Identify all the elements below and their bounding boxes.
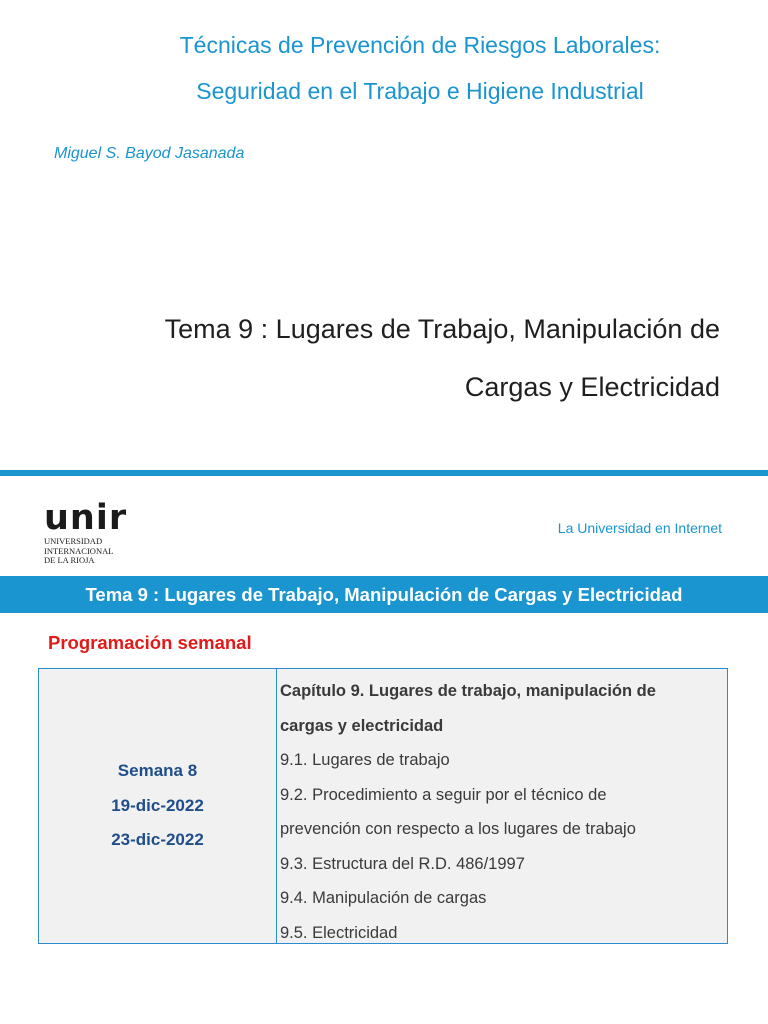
course-title-line1: Técnicas de Prevención de Riesgos Laborales: (179, 32, 661, 58)
list-item: 9.2. Procedimiento a seguir por el técnico de (280, 785, 607, 804)
logo-sub-line: INTERNACIONAL (44, 545, 114, 556)
start-date: 19-dic-2022 (111, 795, 204, 815)
section-title: Programación semanal (48, 632, 252, 653)
tema-title-line2: Cargas y Electricidad (464, 372, 720, 402)
list-item: 9.5. Electricidad (280, 923, 398, 942)
week-label: Semana 8 (117, 761, 198, 781)
tema-title-line1: Tema 9 : Lugares de Trabajo, Manipulación de (164, 314, 720, 344)
logo-sub-line: DE LA RIOJA (44, 555, 95, 565)
chapter-title-line1: Capítulo 9. Lugares de trabajo, manipulación de (280, 682, 656, 700)
list-item: prevención con respecto a los lugares de trabajo (280, 820, 636, 838)
cover-slide (0, 0, 768, 470)
logo-subtitle (44, 537, 127, 566)
topic-banner (0, 576, 768, 613)
logo-sub-line: UNIVERSIDAD (44, 536, 103, 546)
list-item: 9.3. Estructura del R.D. 486/1997 (280, 854, 525, 873)
author-name: Miguel S. Bayod Jasanada (54, 145, 245, 162)
schedule-content-cell (277, 669, 727, 943)
schedule-table (38, 668, 728, 944)
course-title-line2: Seguridad en el Trabajo e Higiene Industrial (196, 78, 644, 104)
unir-logo (44, 500, 127, 566)
list-item: 9.4. Manipulación de cargas (280, 889, 487, 907)
slide-divider (0, 470, 768, 476)
end-date: 23-dic-2022 (111, 830, 204, 850)
tagline: La Universidad en Internet (557, 520, 722, 536)
banner-title: Tema 9 : Lugares de Trabajo, Manipulación de Cargas y Electricidad (85, 583, 683, 605)
schedule-week-cell (39, 669, 277, 943)
list-item: 9.1. Lugares de trabajo (280, 751, 450, 769)
chapter-title-line2: cargas y electricidad (280, 716, 444, 735)
logo-wordmark: unir (44, 498, 128, 538)
